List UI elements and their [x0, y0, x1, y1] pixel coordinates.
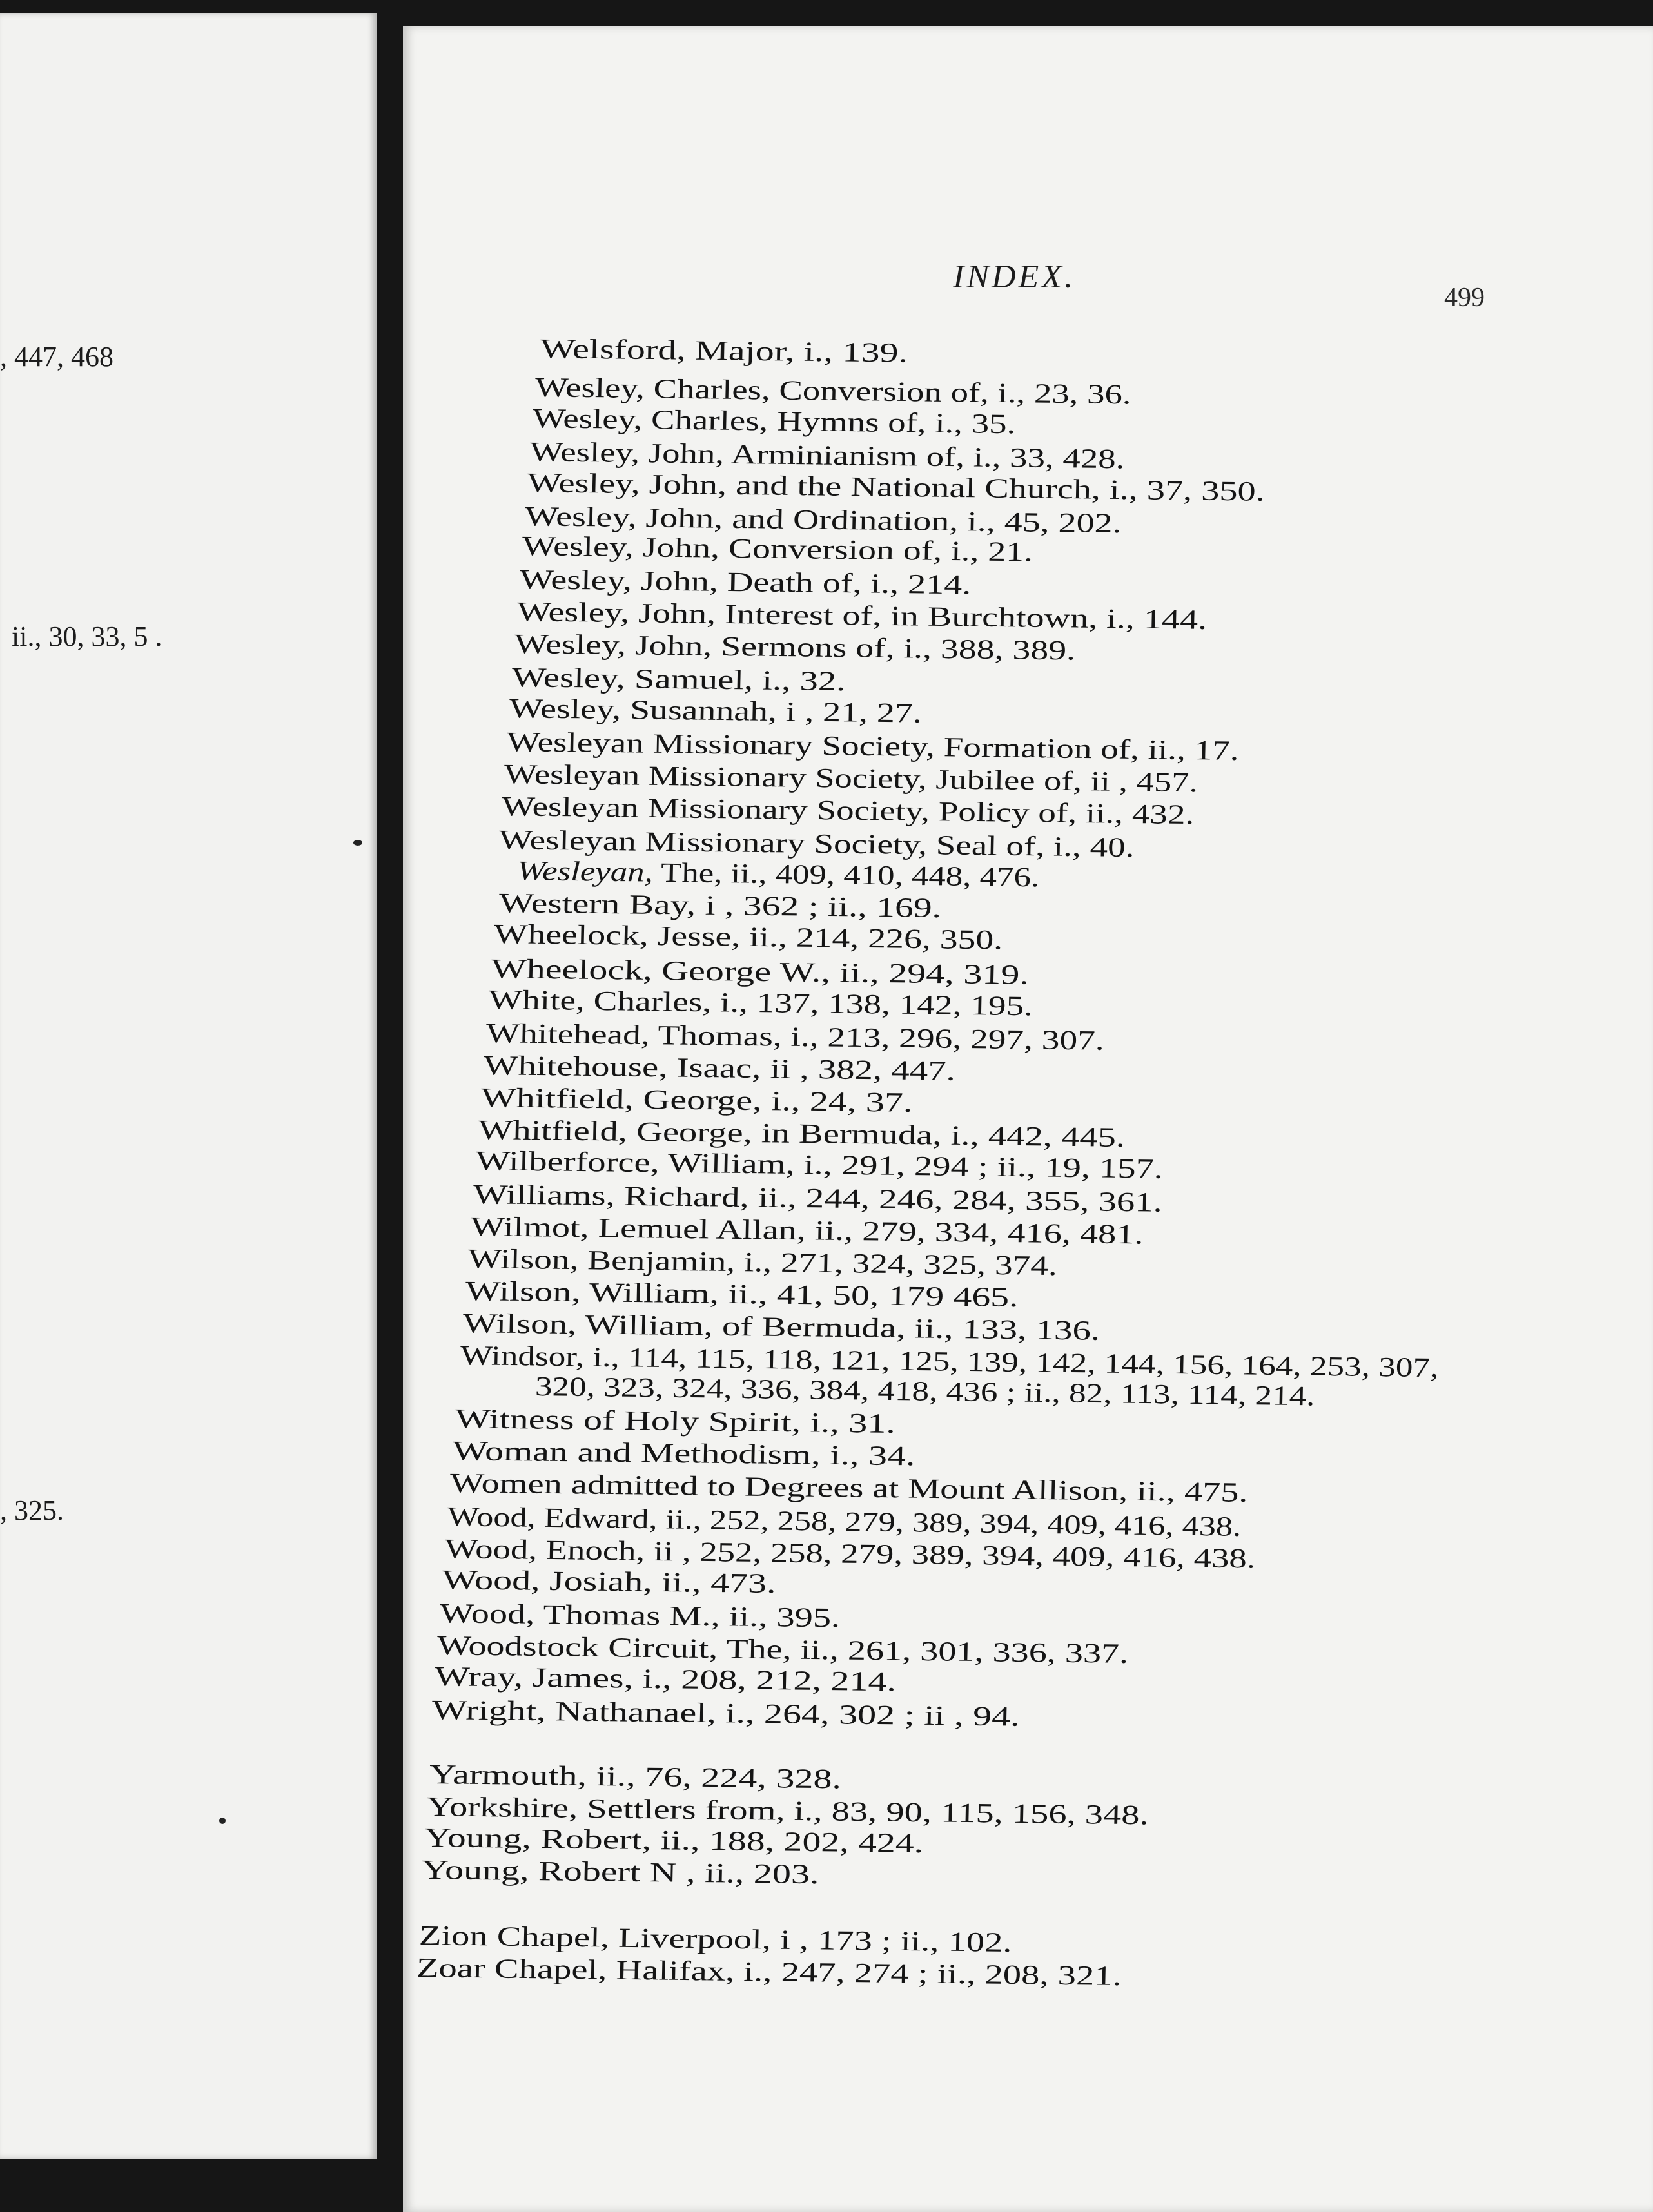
- entry-text: Wilberforce, William, i., 291, 294 ; ii., 19, 157.: [475, 1146, 1164, 1185]
- entry-text: Wesley, Susannah, i , 21, 27.: [509, 694, 923, 729]
- index-entry: [530, 438, 1125, 473]
- entry-text: Wilson, Benjamin, i., 271, 324, 325, 374.: [467, 1244, 1058, 1282]
- entry-text: Young, Robert, ii., 188, 202, 424.: [424, 1823, 924, 1859]
- entry-text: Welsford, Major, i., 139.: [540, 334, 908, 369]
- entry-text: Wheelock, George W., ii., 294, 319.: [491, 954, 1030, 991]
- index-entry: [520, 566, 972, 599]
- entry-text: Wesley, John, Arminianism of, i., 33, 428.: [529, 437, 1125, 475]
- index-entry: [440, 1600, 841, 1632]
- entry-text: Wilson, William, of Bermuda, ii., 133, 136.: [462, 1308, 1100, 1346]
- entry-text: Women admitted to Degrees at Mount Allison, ii., 475.: [449, 1468, 1249, 1508]
- entry-text: 320, 323, 324, 336, 384, 418, 436 ; ii., 82, 113, 114, 214.: [534, 1372, 1315, 1412]
- index-entry: [468, 1245, 1058, 1280]
- entry-text: Young, Robert N , ii., 203.: [421, 1855, 820, 1890]
- index-entry: [535, 374, 1131, 409]
- index-entry: [465, 1277, 1019, 1312]
- entry-text: Wesley, John, Sermons of, i., 388, 389.: [514, 629, 1076, 666]
- entry-text: Yorkshire, Settlers from, i., 83, 90, 115, 156, 348.: [426, 1792, 1149, 1831]
- index-entry: [486, 1020, 1105, 1055]
- entry-text: Wesleyan Missionary Society, Policy of, ii., 432.: [501, 791, 1195, 831]
- entry-text: Wesley, Samuel, i., 32.: [511, 663, 846, 697]
- entry-text: Wood, Enoch, ii , 252, 258, 279, 389, 394, 409, 416, 438.: [444, 1534, 1256, 1575]
- index-entry: [424, 1824, 924, 1858]
- entry-text: Wesley, Charles, Hymns of, i., 35.: [532, 403, 1016, 440]
- entry-text: Whitehead, Thomas, i., 213, 296, 297, 307.: [485, 1018, 1105, 1056]
- index-entry: [499, 889, 942, 922]
- index-entry: [422, 1856, 819, 1888]
- entry-text: Yarmouth, ii., 76, 224, 328.: [429, 1760, 842, 1795]
- entry-text: Woodstock Circuit, The, ii., 261, 301, 336, 337.: [436, 1631, 1129, 1669]
- index-entry: [455, 1405, 896, 1438]
- page-number: 499: [1444, 283, 1485, 313]
- ink-spot: [353, 840, 362, 846]
- entry-text: Whitfield, George, i., 24, 37.: [480, 1083, 914, 1118]
- index-entry: [435, 1663, 897, 1696]
- left-page: [0, 13, 377, 2159]
- entry-text: Wheelock, Jesse, ii., 214, 226, 350.: [493, 919, 1003, 956]
- entry-text: Wesleyan Missionary Society, Seal of, i., 40.: [498, 825, 1135, 864]
- entry-text: Wood, Thomas M., ii., 395.: [439, 1598, 841, 1634]
- entry-text: Wilmot, Lemuel Allan, ii., 279, 334, 416, 481.: [470, 1212, 1144, 1250]
- running-head: INDEX.: [953, 258, 1076, 295]
- index-entry: [533, 405, 1016, 438]
- left-page-fragment: , 325.: [0, 1495, 64, 1526]
- entry-text: White, Charles, i., 137, 138, 142, 195.: [488, 985, 1033, 1022]
- index-entry: [494, 920, 1003, 955]
- index-entry: [489, 986, 1033, 1020]
- entry-text: Wright, Nathanael, i., 264, 302 ; ii , 94.: [431, 1695, 1021, 1732]
- entry-text: Wood, Josiah, ii., 473.: [442, 1565, 777, 1600]
- entry-text: Witness of Holy Spirit, i., 31.: [455, 1404, 896, 1439]
- index-entry: [453, 1437, 915, 1470]
- index-entry: [491, 955, 1030, 989]
- entry-text: Wesley, John, and Ordination, i., 45, 202.: [524, 501, 1122, 539]
- ink-spot: [219, 1818, 226, 1824]
- entry-text: Windsor, i., 114, 115, 118, 121, 125, 139, 142, 144, 156, 164, 253, 307,: [460, 1341, 1439, 1384]
- entry-text: Wesley, Charles, Conversion of, i., 23, 36.: [534, 373, 1132, 411]
- left-page-fragment: ii., 30, 33, 5 .: [12, 621, 162, 652]
- entry-text: Wesley, John, Interest of, in Burchtown, i., 144.: [516, 597, 1208, 635]
- index-entry: [463, 1310, 1100, 1345]
- entry-text: Zoar Chapel, Halifax, i., 247, 274 ; ii., 208, 321.: [416, 1953, 1122, 1992]
- entry-text: Wesleyan Missionary Society, Formation of, ii., 17.: [506, 727, 1240, 766]
- left-page-fragment: , 447, 468: [0, 341, 113, 373]
- entry-text: Western Bay, i , 362 ; ii., 169.: [498, 888, 942, 924]
- index-entry: [484, 1052, 956, 1085]
- index-entry: [419, 1922, 1012, 1957]
- italic-title: Wesleyan,: [516, 856, 654, 888]
- entry-text: Wood, Edward, ii., 252, 258, 279, 389, 394, 409, 416, 438.: [447, 1502, 1242, 1542]
- index-entry: [522, 532, 1033, 567]
- index-entry: [517, 857, 1040, 891]
- entry-text: Wray, James, i., 208, 212, 214.: [434, 1662, 897, 1698]
- index-entry: [481, 1084, 913, 1117]
- entry-text: Whitehouse, Isaac, ii , 382, 447.: [483, 1051, 956, 1087]
- entry-text: Wesley, John, Death of, i., 214.: [519, 565, 972, 601]
- index-entry: [509, 695, 923, 728]
- entry-text: Wesleyan Missionary Society, Jubilee of, ii , 457.: [504, 759, 1198, 799]
- index-entry: [442, 1566, 777, 1598]
- entry-text: Williams, Richard, ii., 244, 246, 284, 355, 361.: [473, 1179, 1163, 1218]
- index-entry: [429, 1761, 842, 1793]
- index-entry: [478, 1116, 1126, 1152]
- entry-text: Zion Chapel, Liverpool, i , 173 ; ii., 102.: [418, 1921, 1013, 1958]
- index-entry: [514, 630, 1076, 665]
- entry-text: Wesley, John, Conversion of, i., 21.: [522, 531, 1033, 568]
- entry-text: The, ii., 409, 410, 448, 476.: [652, 857, 1040, 893]
- entry-text: Wesley, John, and the National Church, i., 37, 350.: [527, 468, 1266, 507]
- index-entry: [512, 664, 846, 695]
- index-entry: [540, 335, 908, 367]
- entry-text: Whitfield, George, in Bermuda, i., 442, 445.: [478, 1115, 1126, 1153]
- index-entry: [432, 1696, 1021, 1731]
- entry-text: Wilson, William, ii., 41, 50, 179 465.: [465, 1276, 1019, 1314]
- entry-text: Woman and Methodism, i., 34.: [452, 1436, 916, 1472]
